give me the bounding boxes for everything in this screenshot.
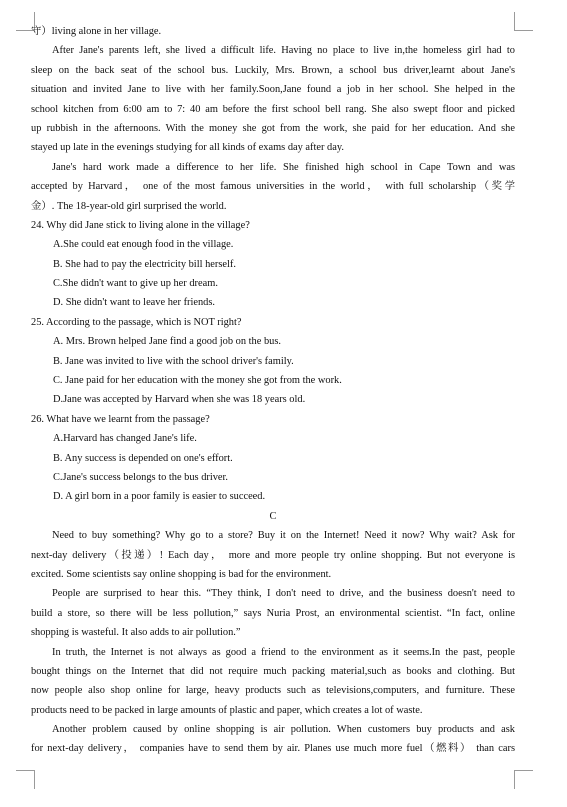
paragraph-line: Need to buy something? Why go to a store? Buy it on the Internet! Need it now? Why wait? Ask for — [52, 530, 515, 542]
paragraph-line: After Jane's parents left, she lived a difficult life. Having no place to live in,the homeless girl had to — [52, 45, 515, 57]
document-page — [31, 22, 515, 759]
text-line: products need to be packed in large amounts of plastic and paper, which creates a lot of waste. — [31, 704, 423, 716]
question-25: 25. According to the passage, which is NOT right? — [31, 316, 242, 328]
text-line: bought things on the Internet that did not require much packing material,such as books and clothing. But — [31, 665, 515, 677]
question-24: 24. Why did Jane stick to living alone in the village? — [31, 219, 250, 231]
answer-option: C.She didn't want to give up her dream. — [53, 278, 218, 290]
answer-option: D.Jane was accepted by Harvard when she was 18 years old. — [53, 394, 306, 406]
answer-option: B. Jane was invited to live with the school driver's family. — [53, 355, 294, 367]
text-line: sleep on the back seat of the school bus. Luckily, Mrs. Brown, a school bus driver,learnt about Jane's — [31, 64, 515, 76]
question-26: 26. What have we learnt from the passage? — [31, 413, 210, 425]
section-heading: C — [269, 510, 277, 522]
text-line: shopping is wasteful. It also adds to air pollution.” — [31, 627, 241, 639]
answer-option: D. A girl born in a poor family is easier to succeed. — [53, 491, 266, 503]
answer-option: C.Jane's success belongs to the bus driver. — [53, 471, 229, 483]
text-line: accepted by Harvard， one of the most famous universities in the world， with full scholarship（奖学 — [31, 181, 515, 193]
text-line: build a store, so there will be less pollution,” says Nuria Prost, an environmental scientist. “In fact, online — [31, 607, 515, 619]
answer-option: D. She didn't want to leave her friends. — [53, 297, 216, 309]
text-line: situation and invited Jane to live with her family.Soon,Jane found a job in her school. She helped in the — [31, 84, 515, 96]
paragraph-line: Jane's hard work made a difference to her life. She finished high school in Cape Town and was — [52, 161, 515, 173]
text-line: for next-day delivery， companies have to send them by air. Planes use much more fuel（燃料） than cars — [31, 743, 515, 755]
answer-option: A. Mrs. Brown helped Jane find a good job on the bus. — [53, 336, 281, 348]
answer-option: C. Jane paid for her education with the money she got from the work. — [53, 375, 342, 387]
text-line: excited. Some scientists say online shopping is bad for the environment. — [31, 568, 332, 580]
text-line: stayed up late in the evenings studying for all kinds of exams day after day. — [31, 142, 344, 154]
answer-option: A.Harvard has changed Jane's life. — [53, 433, 197, 445]
crop-mark-top-right — [514, 12, 533, 31]
text-line: 金）. The 18-year-old girl surprised the world. — [31, 200, 227, 212]
text-line: 守）living alone in her village. — [31, 26, 162, 37]
paragraph-line: People are surprised to hear this. “They think, I don't need to drive, and the business doesn't need to — [52, 588, 515, 600]
paragraph-line: Another problem caused by online shopping is air pollution. When customers buy products and ask — [52, 724, 515, 736]
answer-option: B. She had to pay the electricity bill herself. — [53, 258, 236, 270]
answer-option: B. Any success is depended on one's effort. — [53, 452, 233, 464]
crop-mark-bottom-left — [16, 770, 35, 789]
text-line: now people also shop online for large, heavy products such as televisions,computers, and furniture. These — [31, 685, 515, 697]
crop-mark-bottom-right — [514, 770, 533, 789]
text-line: school kitchen from 6:00 am to 7: 40 am before the first school bell rang. She also swept floor and picked — [31, 103, 515, 115]
answer-option: A.She could eat enough food in the village. — [53, 239, 234, 251]
text-line: up rubbish in the afternoons. With the money she got from the work, she paid for her education. And she — [31, 122, 515, 134]
paragraph-line: In truth, the Internet is not always as good a friend to the environment as it seems.In the past, people — [52, 646, 515, 658]
text-line: next-day delivery（投递）! Each day， more and more people try online shopping. But not everyone is — [31, 549, 515, 561]
